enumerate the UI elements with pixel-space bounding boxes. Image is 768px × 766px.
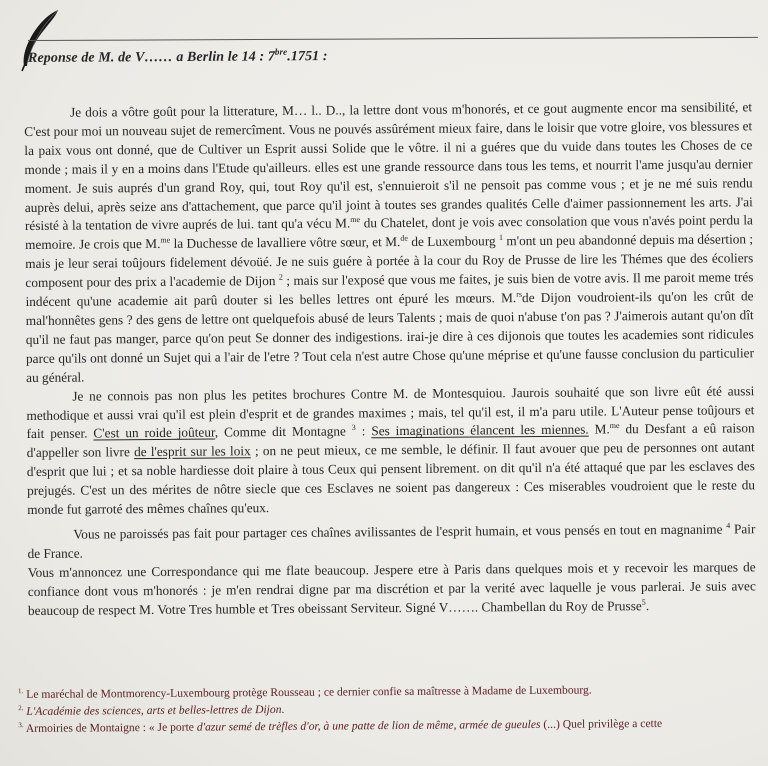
footnote-2: $^{2.}$ L'Académie des sciences, arts et belles-lettres de Dijon. [18, 702, 285, 718]
footnote-ref-4: 4 [726, 520, 731, 531]
paragraph-4: Vous m'annoncez une Correspondance qui me flate beaucoup. Jespere etre à Paris dans quelques mois et y recevoir les marques de confiance dont vous m'honorés : je m'en rendrai digne par ma discrétion et par la verité avec laquelle je vous parlerai. Je suis avec beaucoup de respect M. Votre Tres humble et Tres obeissant Serviteur. Signé V……. Chambellan du Roy de Prusse$^5$. [27, 559, 756, 618]
letter-body [24, 98, 756, 620]
paragraph-1: Je dois a vôtre goût pour la litterature, M… l.. D.., la lettre dont vous m'honorés, et ce gout augmente encor ma sensibilité, et C'est pour moi un nouveau sujet de remercîment. Vous ne pouvés assûrément mieux faire, dans le loisir que votre gloire, vos blessures et la paix vous ont donné, que de Cultiver un Esprit aussi Solide que le vôtre. il ni a guéres que du vuide dans toutes les Choses de ce monde ; mais il y en a moins dans l'Etude qu'ailleurs. elles est une grande ressource dans tous les tems, et nourrit l'ame jusqu'au dernier moment. Je suis auprés d'un grand Roy, qui, tout Roy qu'il est, s'ennuieroit s'il ne pensoit pas comme vous ; et je ne mé suis rendu auprès delui, après seize ans d'attachement, que parce qu'il joint à toutes ses grandes qualités Celle d'aimer passionnement les arts. J'ai résisté à la tentation de vivre auprés de lui. tant qu'a vécu M.$^{me}$ du Chatelet, dont je vois avec consolation que vous n'avés point perdu la memoire. Je crois que M.$^{me}$ la Duchesse de lavalliere vôtre sœur, et M.$^{de}$ de Luxembourg $^1$ m'ont un peu abandonné depuis ma désertion ; mais je leur serai toûjours fidelement dévoüé. Je ne suis guére à portée à la cour du Roy de Prusse de lire les Thémes que des écoliers composent pour des prix a l'academie de Dijon $^2$ ; mais sur l'exposé que vous me faites, je suis bien de votre avis. Il me paroit meme trés indécent qu'une academie ait parû douter si les belles lettres ont épuré les mœurs. M.$^{rs}$de Dijon voudroient-ils qu'on les crût de mal'honnêtes gens ? des gens de lettre ont quelquefois abusé de leurs Talents ; mais de quoi n'abuse t'on pas ? J'aimerois autant qu'on dît qu'il ne faut pas manger, parce qu'on peut Se donner des indigestions. irai-je dire à ces dijonois que toutes les academies sont ridicules parce qu'ils ont donné un Sujet qui a l'air de l'etre ? Tout cela n'est autre Chose qu'une méprise et qu'une fausse conclusion du particulier au général. [24, 99, 755, 385]
footnote-ref-5: 5 [641, 597, 646, 607]
paragraph-3: Vous ne paroissés pas fait pour partager ces chaînes avilissantes de l'esprit humain, et vous pensés en tout en magnanime $^4$ Pair de France. [27, 520, 756, 561]
quote-imaginations: Ses imaginations élancent les miennes. [371, 421, 589, 439]
quote-esprit-loix: de l'esprit sur les loix [133, 443, 251, 460]
letter-heading: Reponse de M. de V…… a Berlin le 14 : $7^{bre}.1751$ : [27, 46, 328, 66]
quote-roide-jouteur: C'est un roide joûteur [93, 424, 215, 441]
header-rule [28, 37, 758, 41]
footnote-1: $^{1.}$ Le maréchal de Montmorency-Luxembourg protège Rousseau ; ce dernier confie sa maîtresse à Madame de Luxembourg. [18, 683, 592, 701]
footnote-ref-1: 1 [498, 233, 504, 243]
footnotes [18, 680, 754, 737]
paragraph-2: Je ne connois pas non plus les petites brochures Contre M. de Montesquiou. Jaurois souhaité que son livre eût été aussi methodique et aussi vrai qu'il est plein d'esprit et de grandes maximes ; mais, tel qu'il est, il m'a paru utile. L'Auteur pense toûjours et fait penser. C'est un roide joûteur, Comme dit Montagne $^3$ : Ses imaginations élancent les miennes. M.$^{me}$ du Desfant a eû raison d'appeller son livre de l'esprit sur les loix ; on ne peut mieux, ce me semble, le définir. Il faut avouer que peu de personnes ont autant d'esprit que lui ; et sa noble hardiesse doit plaire à tous Ceux qui pensent librement. on dit qu'il n'a été attaqué que par les esclaves des prejugés. C'est un des mérites de nôtre siecle que ces Esclaves ne soient pas dangereux : Ces miserables voudroient que le reste du monde fut garroté des mêmes chaînes qu'eux. [26, 382, 756, 518]
footnote-3: $^{3.}$ Armoiries de Montaigne : « Je porte d'azur semé de trèfles d'or, à une patte de lion de même, armée de gueules (...) Quel privilège a cette [18, 716, 663, 735]
footnote-ref-2: 2 [278, 272, 283, 282]
footnote-ref-3: 3 [351, 423, 356, 433]
